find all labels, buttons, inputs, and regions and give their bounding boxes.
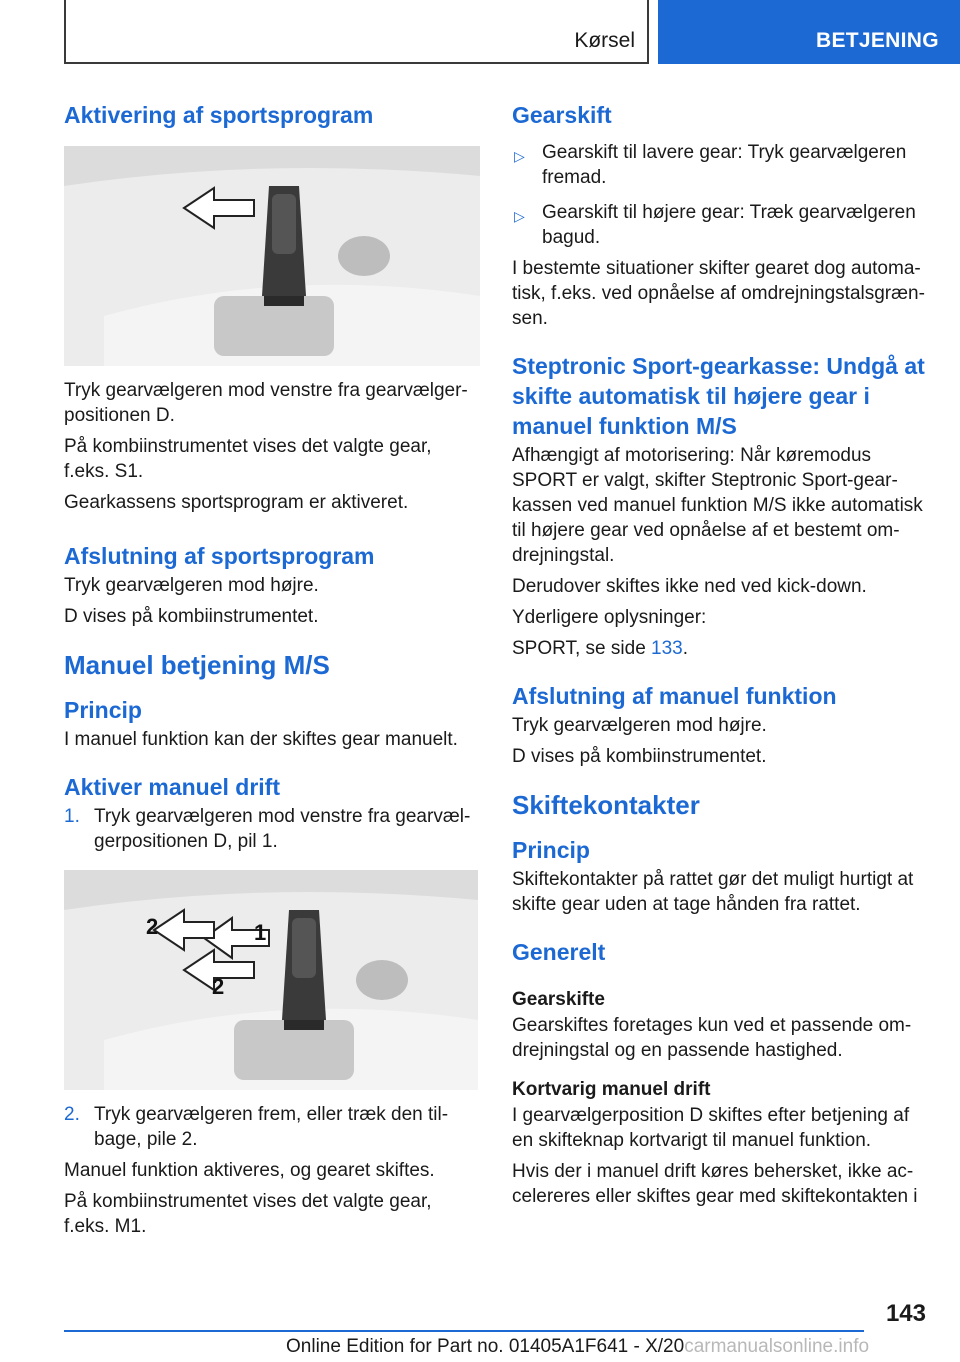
- gear-selector-figure-1: [64, 146, 480, 366]
- paragraph: D vises på kombiinstrumentet.: [512, 746, 767, 767]
- page-number: 143: [885, 1300, 926, 1327]
- subheading-gearskifte: Gearskifte: [512, 989, 605, 1010]
- paragraph: Tryk gearvælgeren mod højre.: [512, 715, 767, 736]
- paragraph: Hvis der i manuel drift køres behersket, ikke ac‐ celereres eller skiftes gear med skiftekontakten i: [512, 1161, 918, 1207]
- heading-manual: Manuel betjening M/S: [64, 650, 330, 680]
- header-section-title: Kørsel: [574, 29, 635, 52]
- triangle-right-icon: ▷: [514, 148, 525, 164]
- figure-label: 2: [212, 974, 225, 999]
- paragraph: Gearskiftes foretages kun ved et passende om‐ drejningstal og en passende hastighed.: [512, 1015, 912, 1061]
- left-column: [64, 100, 482, 1239]
- heading-skiftekontakter: Skiftekontakter: [512, 790, 700, 820]
- header-chapter-tab: [658, 0, 960, 64]
- right-column: [512, 100, 926, 1209]
- page-reference-link[interactable]: 133: [651, 638, 683, 659]
- figure-label: 1: [254, 920, 267, 945]
- heading-gearskift: Gearskift: [512, 102, 612, 128]
- paragraph: Tryk gearvælgeren mod højre.: [64, 575, 319, 596]
- header-chapter-title: BETJENING: [816, 29, 939, 52]
- heading-sport-activate: Aktivering af sportsprogram: [64, 102, 374, 128]
- paragraph: Skiftekontakter på rattet gør det muligt hurtigt at skifte gear uden at tage hånden fra rattet.: [512, 869, 914, 915]
- list-text: Gearskift til lavere gear: Tryk gearvælgeren fremad.: [542, 142, 907, 188]
- list-number: 1.: [64, 806, 80, 827]
- paragraph: I gearvælgerposition D skiftes efter betjening af en skifteknap kortvarigt til manuel funktion.: [512, 1105, 910, 1151]
- paragraph: I manuel funktion kan der skiftes gear manuelt.: [64, 729, 458, 750]
- gear-selector-figure-2: [64, 870, 478, 1090]
- list-item: [512, 200, 926, 250]
- paragraph: På kombiinstrumentet vises det valgte gear, f.eks. M1.: [64, 1191, 432, 1237]
- paragraph: D vises på kombiinstrumentet.: [64, 606, 319, 627]
- list-text: Tryk gearvælgeren mod venstre fra gearvæl‐ gerpositionen D, pil 1.: [94, 806, 471, 852]
- text: .: [682, 638, 689, 659]
- paragraph: Derudover skiftes ikke ned ved kick-down.: [512, 576, 867, 597]
- paragraph: Manuel funktion aktiveres, og gearet skiftes.: [64, 1160, 435, 1181]
- header-section-box: [64, 0, 649, 64]
- list-item: [64, 1102, 482, 1152]
- heading-activate-manual: Aktiver manuel drift: [64, 774, 280, 800]
- list-item: [64, 804, 482, 854]
- paragraph: Gearkassens sportsprogram er aktiveret.: [64, 492, 409, 513]
- heading-generelt: Generelt: [512, 939, 606, 965]
- heading-sport-end: Afslutning af sportsprogram: [64, 543, 375, 569]
- footer-divider: [64, 1330, 864, 1332]
- heading-manual-end: Afslutning af manuel funktion: [512, 683, 837, 709]
- triangle-right-icon: ▷: [514, 208, 525, 224]
- list-text: Gearskift til højere gear: Træk gearvælgeren bagud.: [542, 202, 916, 248]
- paragraph: [512, 636, 926, 661]
- subheading-kortvarig: Kortvarig manuel drift: [512, 1079, 711, 1100]
- edition-line: [286, 1336, 869, 1358]
- list-number: 2.: [64, 1104, 80, 1125]
- heading-princip: Princip: [512, 837, 590, 863]
- figure-label: 2: [146, 914, 159, 939]
- paragraph: Tryk gearvælgeren mod venstre fra gearvælger‐ positionen D.: [64, 380, 468, 426]
- heading-steptronic: Steptronic Sport-gearkasse: Undgå at skifte automatisk til højere gear i manuel funktion M/S: [512, 353, 925, 439]
- watermark: carmanualsonline.info: [684, 1336, 870, 1357]
- paragraph: I bestemte situationer skifter gearet dog automa‐ tisk, f.eks. ved opnåelse af omdrejningstalsgræn‐ sen.: [512, 258, 925, 329]
- list-text: Tryk gearvælgeren frem, eller træk den til‐ bage, pile 2.: [94, 1104, 449, 1150]
- paragraph: På kombiinstrumentet vises det valgte gear, f.eks. S1.: [64, 436, 432, 482]
- list-item: [512, 140, 926, 190]
- paragraph: Yderligere oplysninger:: [512, 607, 707, 628]
- text: SPORT, se side: [512, 638, 652, 659]
- edition-text: Online Edition for Part no. 01405A1F641 - X/20: [286, 1336, 685, 1357]
- paragraph: Afhængigt af motorisering: Når køremodus SPORT er valgt, skifter Steptronic Sport-gear‐ kassen ved manuel funktion M/S ikke automatisk til højere gear ved opnåelse af et bestemt om‐ drejningstal.: [512, 445, 923, 566]
- heading-princip: Princip: [64, 697, 142, 723]
